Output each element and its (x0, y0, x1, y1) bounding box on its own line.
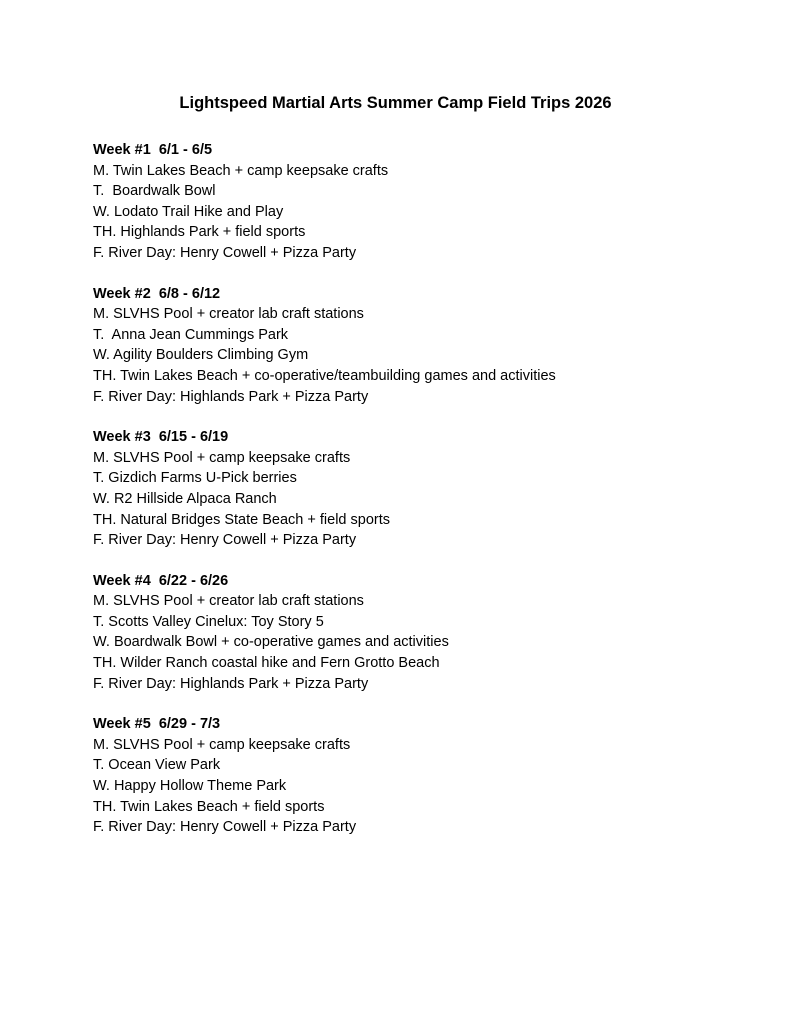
week-4-header: Week #4 6/22 - 6/26 (93, 572, 229, 589)
week-3-monday: M. SLVHS Pool + camp keepsake crafts (93, 449, 351, 466)
week-1-thursday: TH. Highlands Park + field sports (93, 224, 306, 241)
week-1-header: Week #1 6/1 - 6/5 (93, 142, 213, 158)
week-4-friday: F. River Day: Highlands Park + Pizza Party (93, 675, 369, 692)
week-2-tuesday: T. Anna Jean Cummings Park (93, 326, 289, 343)
week-4-section (93, 571, 753, 695)
week-3-section (93, 427, 753, 551)
week-2-header: Week #2 6/8 - 6/12 (93, 285, 221, 302)
week-3-tuesday: T. Gizdich Farms U-Pick berries (93, 470, 297, 487)
week-1-tuesday: T. Boardwalk Bowl (93, 183, 216, 200)
week-1-section (93, 140, 753, 264)
document-title: Lightspeed Martial Arts Summer Camp Field Trips 2026 (179, 94, 612, 112)
week-3-wednesday: W. R2 Hillside Alpaca Ranch (93, 490, 277, 507)
week-1-monday: M. Twin Lakes Beach + camp keepsake crafts (93, 162, 389, 179)
week-3-friday: F. River Day: Henry Cowell + Pizza Party (93, 532, 357, 549)
week-2-wednesday: W. Agility Boulders Climbing Gym (93, 347, 309, 364)
week-2-thursday: TH. Twin Lakes Beach + co-operative/teambuilding games and activities (93, 367, 556, 384)
week-5-wednesday: W. Happy Hollow Theme Park (93, 778, 287, 795)
week-4-wednesday: W. Boardwalk Bowl + co-operative games and activities (93, 634, 449, 651)
schedule-list (93, 140, 753, 858)
week-5-header: Week #5 6/29 - 7/3 (93, 716, 221, 733)
week-4-monday: M. SLVHS Pool + creator lab craft stations (93, 593, 364, 610)
week-5-friday: F. River Day: Henry Cowell + Pizza Party (93, 819, 357, 836)
week-3-header: Week #3 6/15 - 6/19 (93, 429, 229, 446)
week-1-friday: F. River Day: Henry Cowell + Pizza Party (93, 244, 357, 261)
week-2-section (93, 284, 753, 408)
week-5-section (93, 714, 753, 838)
week-5-thursday: TH. Twin Lakes Beach + field sports (93, 798, 325, 815)
week-2-friday: F. River Day: Highlands Park + Pizza Party (93, 388, 369, 405)
week-4-tuesday: T. Scotts Valley Cinelux: Toy Story 5 (93, 613, 324, 630)
week-2-monday: M. SLVHS Pool + creator lab craft stations (93, 306, 364, 323)
week-4-thursday: TH. Wilder Ranch coastal hike and Fern Grotto Beach (93, 655, 440, 672)
week-3-thursday: TH. Natural Bridges State Beach + field sports (93, 511, 390, 528)
week-1-wednesday: W. Lodato Trail Hike and Play (93, 203, 284, 220)
week-5-monday: M. SLVHS Pool + camp keepsake crafts (93, 736, 351, 753)
week-5-tuesday: T. Ocean View Park (93, 757, 221, 774)
